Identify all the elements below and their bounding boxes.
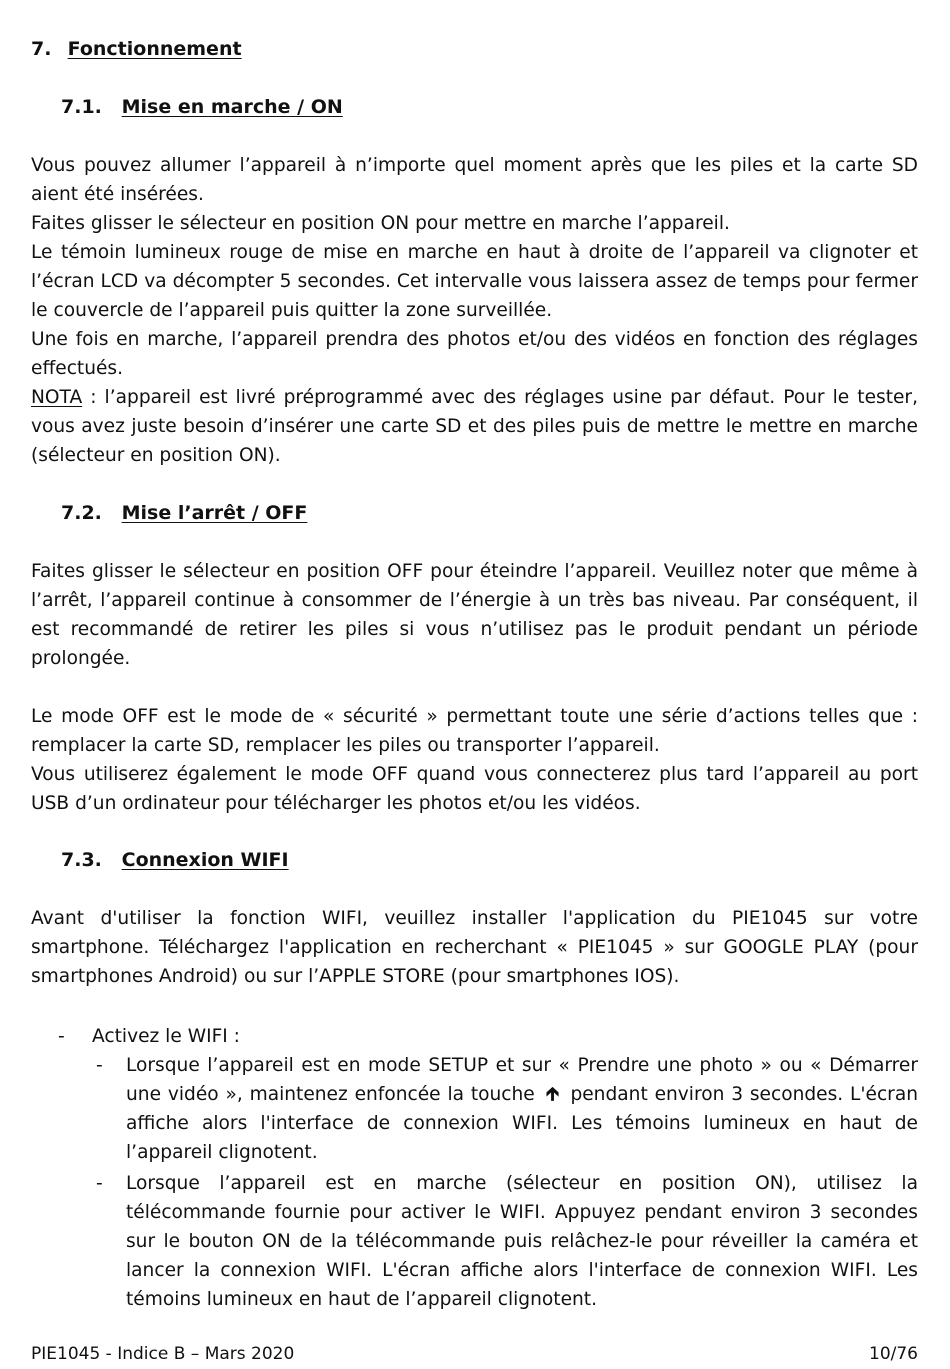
subsection-title: Mise en marche / ON bbox=[121, 96, 343, 118]
subsection-heading-7-2 bbox=[61, 499, 307, 528]
list-item bbox=[58, 1169, 918, 1314]
document-reference: PIE1045 - Indice B – Mars 2020 bbox=[31, 1344, 295, 1364]
subsection-number: 7.2. bbox=[61, 502, 102, 524]
section-7-3-body bbox=[31, 904, 918, 991]
section-7-1-body bbox=[31, 151, 918, 470]
section-heading bbox=[31, 35, 242, 64]
wifi-list bbox=[58, 1022, 918, 1314]
list-item bbox=[58, 1022, 918, 1051]
subsection-number: 7.3. bbox=[61, 849, 102, 871]
paragraph: Le mode OFF est le mode de « sécurité » permettant toute une série d’actions telles que : remplacer la carte SD, remplacer les piles ou transporter l’appareil. bbox=[31, 706, 918, 756]
list-item bbox=[58, 1051, 918, 1167]
nota-paragraph bbox=[31, 383, 918, 470]
section-number: 7. bbox=[31, 38, 52, 60]
nota-label: NOTA bbox=[31, 387, 83, 408]
paragraph: Vous pouvez allumer l’appareil à n’importe quel moment après que les piles et la carte SD aient été insérées. bbox=[31, 155, 918, 205]
section-7-2-body bbox=[31, 557, 918, 818]
subsection-number: 7.1. bbox=[61, 96, 102, 118]
list-title: Activez le WIFI : bbox=[92, 1026, 240, 1047]
subsection-heading-7-1 bbox=[61, 93, 343, 122]
item-text: pendant environ 3 secondes. L'écran affiche alors l'interface de connexion WIFI. Les témoins lumineux en haut de l’appareil clignotent. bbox=[126, 1084, 918, 1163]
section-title: Fonctionnement bbox=[67, 38, 242, 60]
subsection-title: Connexion WIFI bbox=[121, 849, 289, 871]
item-text: Lorsque l’appareil est en mode SETUP et sur « Prendre une photo » ou « Démarrer une vidéo », maintenez enfoncée la touche bbox=[126, 1055, 918, 1105]
item-text: Lorsque l’appareil est en marche (sélecteur en position ON), utilisez la télécommande fournie pour activer le WIFI. Appuyez pendant environ 3 secondes sur le bouton ON de la télécommande puis relâchez-le pour réveiller la caméra et lancer la connexion WIFI. L'écran affiche alors l'interface de connexion WIFI. Les témoins lumineux en haut de l’appareil clignotent. bbox=[126, 1173, 918, 1310]
paragraph: Faites glisser le sélecteur en position OFF pour éteindre l’appareil. Veuillez noter que même à l’arrêt, l’appareil continue à consommer de l’énergie à un très bas niveau. Par conséquent, il est recommandé de retirer les piles si vous n’utilisez pas le produit pendant un période prolongée. bbox=[31, 561, 918, 669]
bullet-dash: - bbox=[96, 1055, 103, 1076]
paragraph: Vous utiliserez également le mode OFF quand vous connecterez plus tard l’appareil au port USB d’un ordinateur pour télécharger les photos et/ou les vidéos. bbox=[31, 764, 918, 814]
page-footer bbox=[31, 1342, 918, 1366]
bullet-dash: - bbox=[96, 1173, 103, 1194]
page-number: 10/76 bbox=[869, 1344, 918, 1364]
arrow-up-icon: 🡱 bbox=[545, 1084, 560, 1105]
bullet-dash: - bbox=[58, 1026, 65, 1047]
subsection-title: Mise l’arrêt / OFF bbox=[121, 502, 308, 524]
nota-text: : l’appareil est livré préprogrammé avec des réglages usine par défaut. Pour le tester, vous avez juste besoin d’insérer une carte SD et des piles puis de mettre le mettre en marche (sélecteur en position ON). bbox=[31, 387, 918, 466]
paragraph: Faites glisser le sélecteur en position ON pour mettre en marche l’appareil. bbox=[31, 213, 730, 234]
subsection-heading-7-3 bbox=[61, 846, 289, 875]
paragraph: Une fois en marche, l’appareil prendra des photos et/ou des vidéos en fonction des réglages effectués. bbox=[31, 329, 918, 379]
paragraph: Le témoin lumineux rouge de mise en marche en haut à droite de l’appareil va clignoter et l’écran LCD va décompter 5 secondes. Cet intervalle vous laissera assez de temps pour fermer le couvercle de l’appareil puis quitter la zone surveillée. bbox=[31, 242, 918, 321]
paragraph: Avant d'utiliser la fonction WIFI, veuillez installer l'application du PIE1045 sur votre smartphone. Téléchargez l'application en recherchant « PIE1045 » sur GOOGLE PLAY (pour smartphones Android) ou sur l’APPLE STORE (pour smartphones IOS). bbox=[31, 908, 918, 987]
